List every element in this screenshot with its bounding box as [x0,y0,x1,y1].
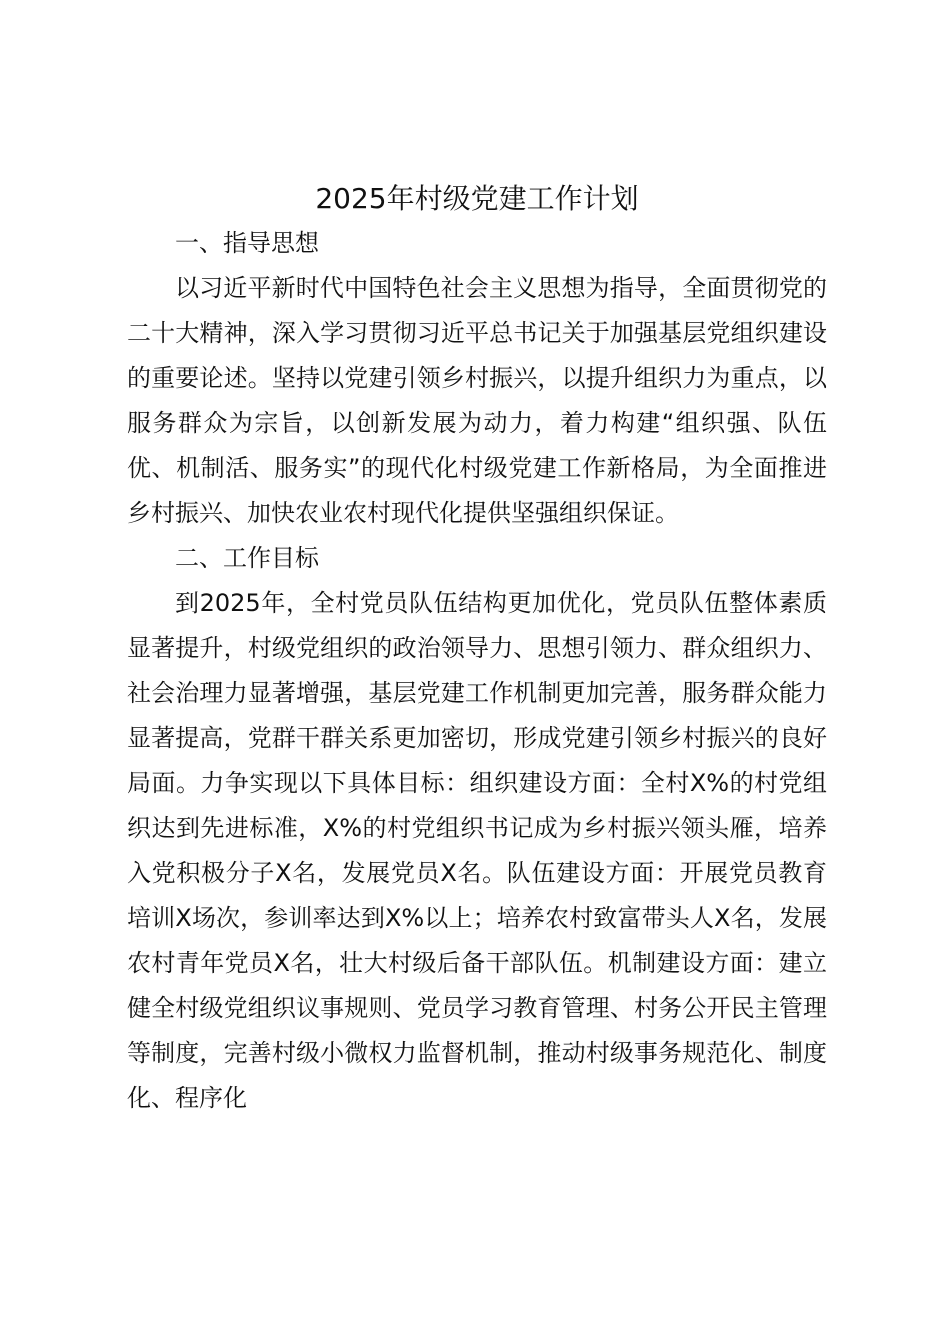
section-paragraph-work-goals: 到2025年，全村党员队伍结构更加优化，党员队伍整体素质显著提升，村级党组织的政治领导力、思想引领力、群众组织力、社会治理力显著增强，基层党建工作机制更加完善，服务群众能力显著提高，党群干群关系更加密切，形成党建引领乡村振兴的良好局面。力争实现以下具体目标：组织建设方面：全村X%的村党组织达到先进标准，X%的村党组织书记成为乡村振兴领头雁，培养入党积极分子X名，发展党员X名。队伍建设方面：开展党员教育培训X场次，参训率达到X%以上；培养农村致富带头人X名，发展农村青年党员X名，壮大村级后备干部队伍。机制建设方面：建立健全村级党组织议事规则、党员学习教育管理、村务公开民主管理等制度，完善村级小微权力监督机制，推动村级事务规范化、制度化、程序化 [127,589,827,1112]
section-paragraph-guiding-ideology: 以习近平新时代中国特色社会主义思想为指导，全面贯彻党的二十大精神，深入学习贯彻习近平总书记关于加强基层党组织建设的重要论述。坚持以党建引领乡村振兴，以提升组织力为重点，以服务群众为宗旨，以创新发展为动力，着力构建“组织强、队伍优、机制活、服务实”的现代化村级党建工作新格局，为全面推进乡村振兴、加快农业农村现代化提供坚强组织保证。 [127,274,827,527]
document-title: 2025年村级党建工作计划 [315,182,639,215]
document-page [127,176,827,1121]
section-heading-guiding-ideology: 一、指导思想 [175,229,319,257]
section-heading-work-goals: 二、工作目标 [175,544,319,572]
